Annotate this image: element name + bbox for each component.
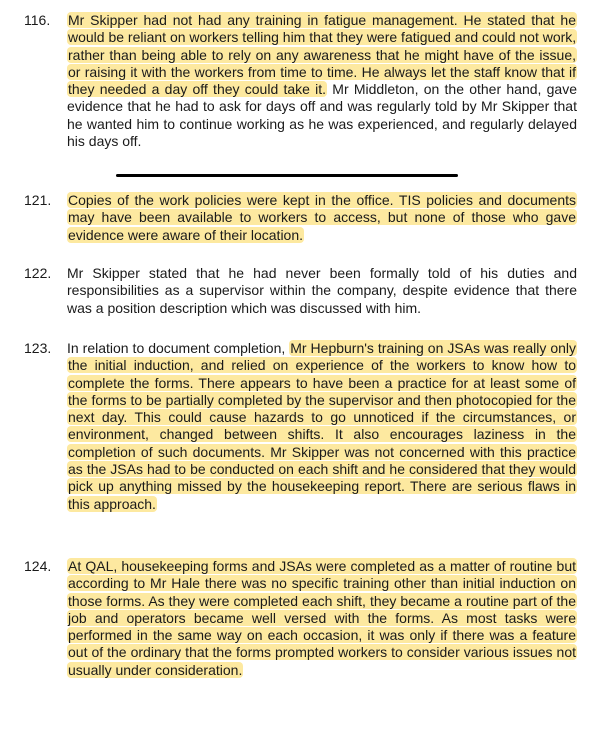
paragraph-text: Mr Skipper stated that he had never been formally told of his duties and responsibilities as a supervisor within the company, despite evidence that there was a position description which was discussed with him. [67,265,577,316]
plain-text: In relation to document completion, [67,340,290,356]
plain-text: Mr Middleton, on the other hand, gave evidence that he had to ask for days off and was regularly told by Mr Skipper that he wanted him to continue working as he was experienced, and regularly delayed his days off. [67,81,578,150]
paragraph-number: 121. [24,192,52,208]
paragraph-text [67,558,577,679]
paragraph-number: 116. [24,12,51,28]
paragraph-text [67,340,577,513]
separator-rule [116,174,458,177]
highlighted-text: Mr Skipper had not had any training in fatigue management. He stated that he would be reliant on workers telling him that they were fatigued and could not work, rather than being able to rely on any awareness that he might have of the issue, or raising it with the workers from time to time. He always let the staff know that if they needed a day off they could take it. [68,12,577,98]
paragraph-text [67,12,577,150]
highlighted-text: Copies of the work policies were kept in the office. TIS policies and documents may have been available to workers to access, but none of those who gave evidence were aware of their location. [68,192,576,243]
paragraph-number: 123. [24,340,52,356]
paragraph-text [67,192,577,244]
paragraph-number: 122. [24,265,52,281]
highlighted-text: Mr Hepburn's training on JSAs was really only the initial induction, and relied on experience of the workers to know how to complete the forms. There appears to have been a practice for at least some of the forms to be partially completed by the supervisor and then photocopied for the next day. This could cause hazards to go unnoticed if the circumstances, or environment, changed between shifts. It also encourages laziness in the completion of such documents. Mr Skipper was not concerned with this practice as the JSAs had to be conducted on each shift and he considered that they would pick up anything missed by the housekeeping report. There are serious flaws in this approach. [68,340,576,512]
paragraph-number: 124. [24,558,52,574]
highlighted-text: At QAL, housekeeping forms and JSAs were completed as a matter of routine but according to Mr Hale there was no specific training other than initial induction on those forms. As they were completed each shift, they became a routine part of the job and operators became well versed with the forms. As most tasks were performed in the same way on each occasion, it was only if there was a feature out of the ordinary that the forms prompted workers to consider various issues not usually under consideration. [68,558,576,678]
